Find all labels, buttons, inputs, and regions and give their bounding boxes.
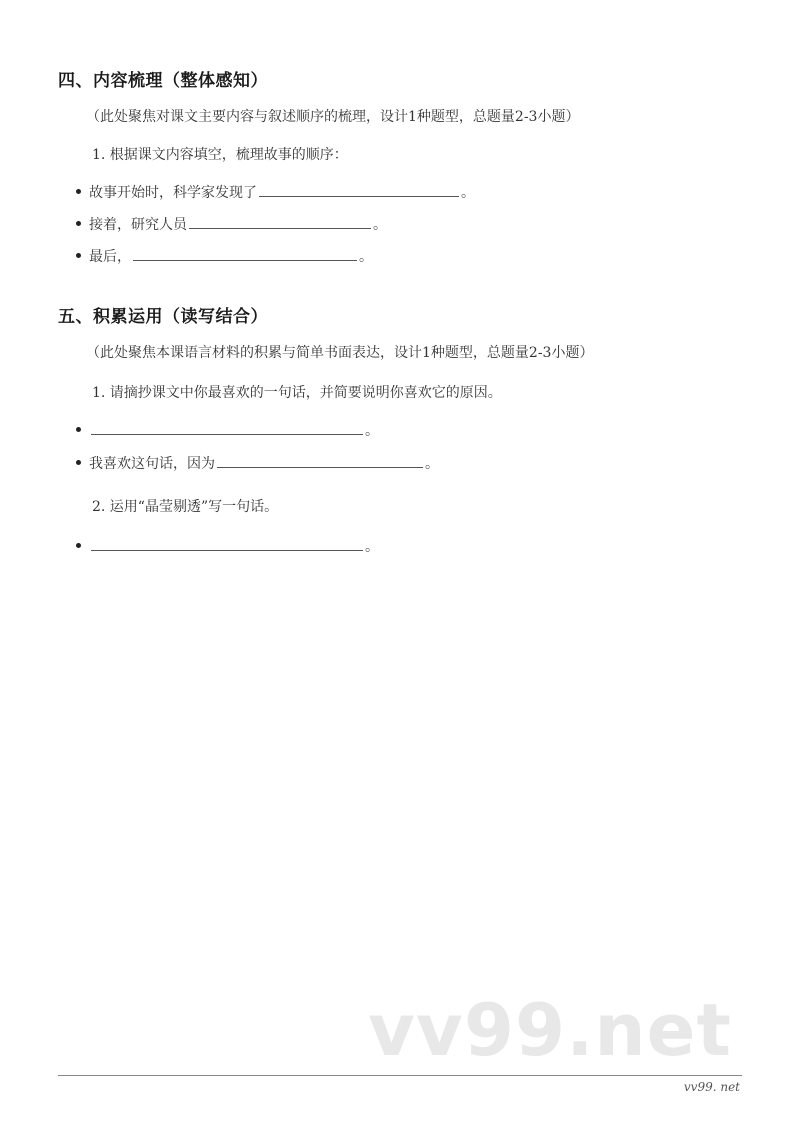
bullet-prefix: 接着，研究人员 [89,217,187,233]
answer-blank[interactable] [91,536,363,551]
bullet-dot [76,543,81,548]
bullet-dot [76,189,81,194]
answer-blank[interactable] [91,420,363,435]
bullet-suffix: 。 [359,249,373,265]
section-4-bullet-2 [76,214,387,234]
bullet-prefix: 我喜欢这句话，因为 [89,456,215,472]
footer-text: vv99. net [683,1080,740,1094]
section-4-bullet-1 [76,182,475,202]
bullet-suffix: 。 [425,456,439,472]
answer-blank[interactable] [189,214,371,229]
section-5-title: 五、积累运用（读写结合） [58,307,268,327]
section-5-question-1: 1. 请摘抄课文中你最喜欢的一句话，并简要说明你喜欢它的原因。 [92,385,502,401]
section-5-q1-bullet-2 [76,453,439,473]
bullet-suffix: 。 [373,217,387,233]
bullet-suffix: 。 [365,539,379,555]
watermark: vv99.net [368,988,732,1072]
bullet-dot [76,427,81,432]
bullet-prefix: 最后， [89,249,131,265]
section-4-note: （此处聚焦对课文主要内容与叙述顺序的梳理，设计1种题型，总题量2-3小题） [86,109,580,125]
bullet-prefix: 故事开始时，科学家发现了 [89,185,257,201]
bullet-dot [76,460,81,465]
section-5-note: （此处聚焦本课语言材料的积累与简单书面表达，设计1种题型，总题量2-3小题） [86,345,594,361]
section-5-question-2: 2. 运用“晶莹剔透”写一句话。 [92,499,279,515]
answer-blank[interactable] [217,453,423,468]
answer-blank[interactable] [259,182,459,197]
footer-rule [58,1075,742,1076]
bullet-suffix: 。 [365,423,379,439]
bullet-suffix: 。 [461,185,475,201]
section-5-q1-bullet-1 [76,420,379,440]
section-4-bullet-3 [76,246,373,266]
section-4-title: 四、内容梳理（整体感知） [58,71,268,91]
section-4-question-1: 1. 根据课文内容填空，梳理故事的顺序： [92,147,348,163]
bullet-dot [76,221,81,226]
answer-blank[interactable] [133,246,357,261]
section-5-q2-bullet-1 [76,536,379,556]
bullet-dot [76,253,81,258]
